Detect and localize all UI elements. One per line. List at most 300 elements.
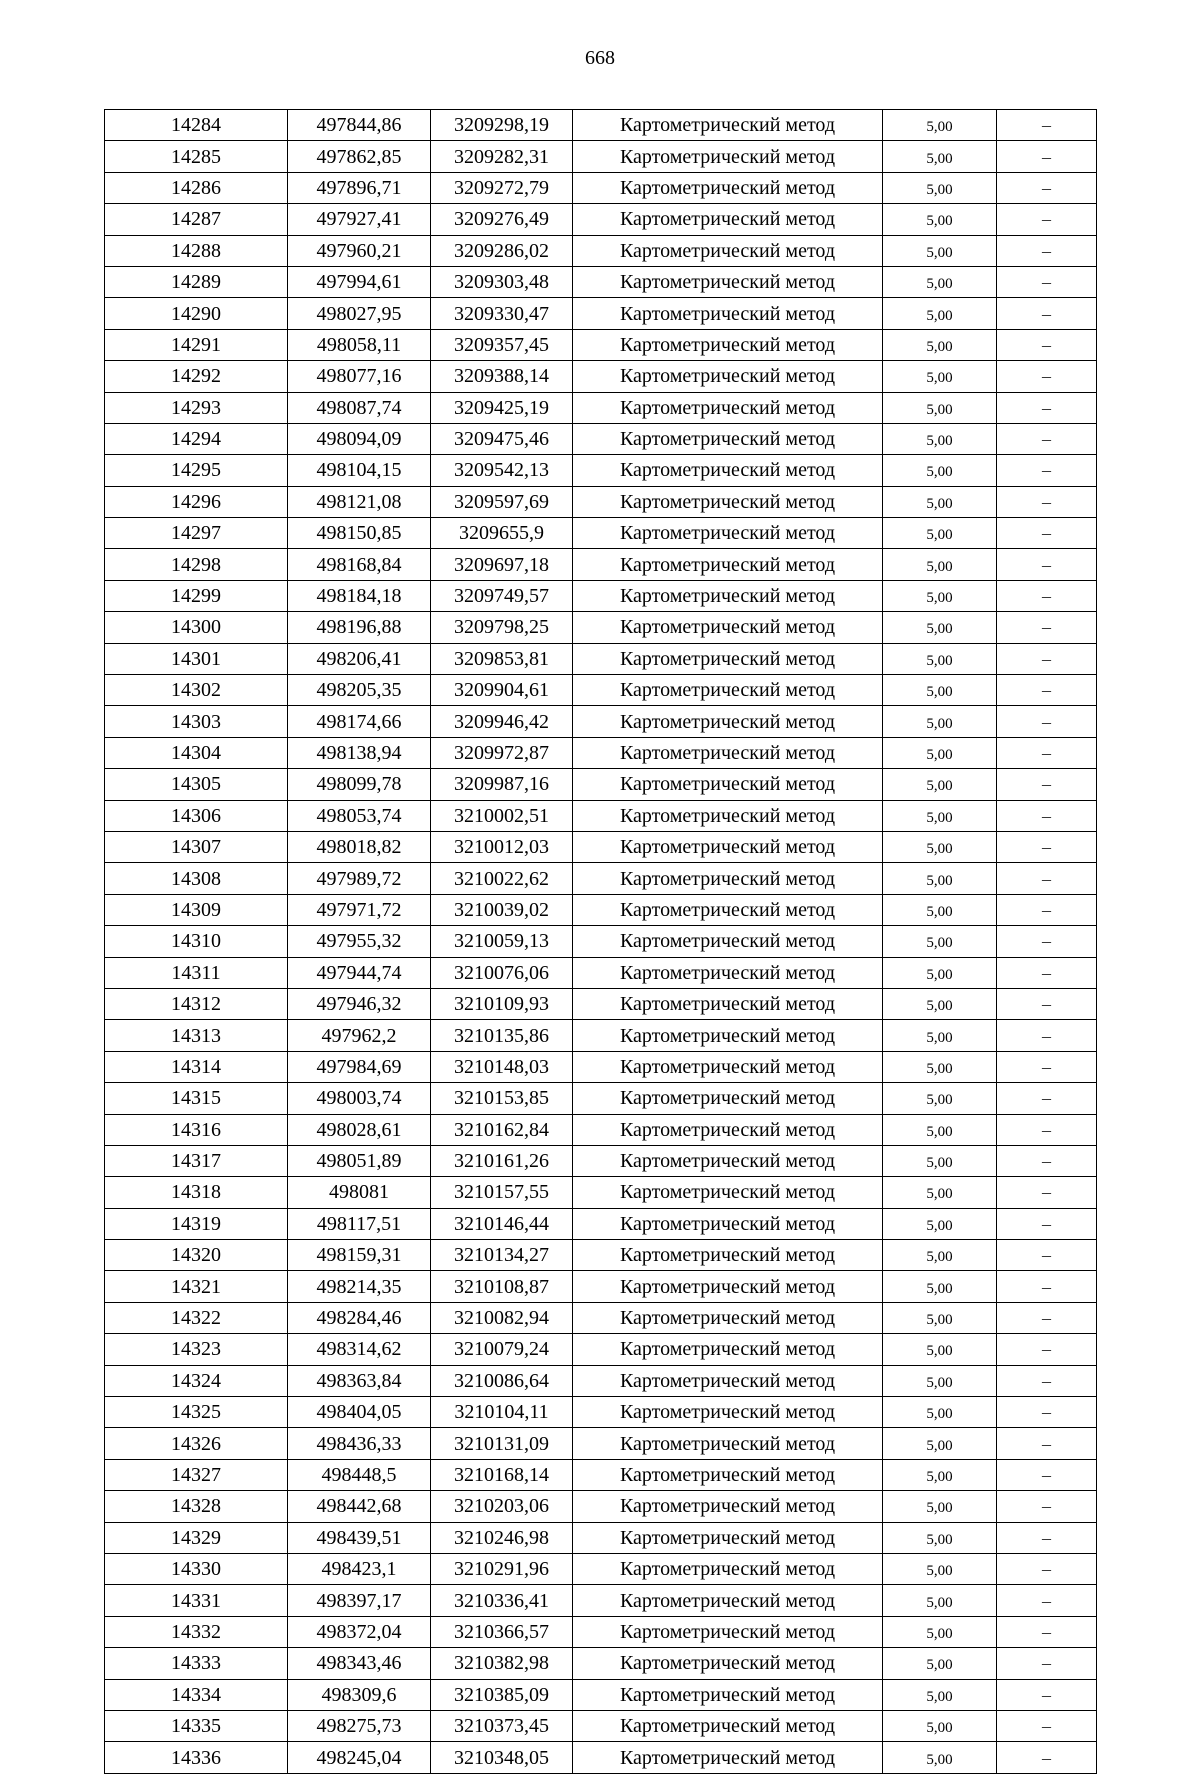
x-coordinate-cell: 498275,73 xyxy=(288,1710,431,1741)
y-coordinate-cell: 3209853,81 xyxy=(431,643,573,674)
y-coordinate-cell: 3210162,84 xyxy=(431,1114,573,1145)
point-id-cell: 14312 xyxy=(105,988,288,1019)
x-coordinate-cell: 498117,51 xyxy=(288,1208,431,1239)
x-coordinate-cell: 498051,89 xyxy=(288,1145,431,1176)
accuracy-cell: 5,00 xyxy=(883,1710,997,1741)
note-cell: – xyxy=(997,1334,1097,1365)
method-cell: Картометрический метод xyxy=(573,392,883,423)
point-id-cell: 14320 xyxy=(105,1240,288,1271)
point-id-cell: 14293 xyxy=(105,392,288,423)
y-coordinate-cell: 3209286,02 xyxy=(431,235,573,266)
note-cell: – xyxy=(997,1397,1097,1428)
y-coordinate-cell: 3210246,98 xyxy=(431,1522,573,1553)
point-id-cell: 14288 xyxy=(105,235,288,266)
x-coordinate-cell: 497896,71 xyxy=(288,172,431,203)
method-cell: Картометрический метод xyxy=(573,1083,883,1114)
point-id-cell: 14284 xyxy=(105,110,288,141)
y-coordinate-cell: 3210153,85 xyxy=(431,1083,573,1114)
table-row xyxy=(105,957,1097,988)
note-cell: – xyxy=(997,549,1097,580)
accuracy-cell: 5,00 xyxy=(883,141,997,172)
method-cell: Картометрический метод xyxy=(573,643,883,674)
table-row xyxy=(105,1114,1097,1145)
note-cell: – xyxy=(997,831,1097,862)
note-cell: – xyxy=(997,392,1097,423)
note-cell: – xyxy=(997,235,1097,266)
y-coordinate-cell: 3210108,87 xyxy=(431,1271,573,1302)
table-row xyxy=(105,1208,1097,1239)
y-coordinate-cell: 3210146,44 xyxy=(431,1208,573,1239)
accuracy-cell: 5,00 xyxy=(883,831,997,862)
point-id-cell: 14289 xyxy=(105,266,288,297)
table-row xyxy=(105,235,1097,266)
x-coordinate-cell: 498309,6 xyxy=(288,1679,431,1710)
x-coordinate-cell: 497984,69 xyxy=(288,1051,431,1082)
note-cell: – xyxy=(997,423,1097,454)
method-cell: Картометрический метод xyxy=(573,957,883,988)
method-cell: Картометрический метод xyxy=(573,172,883,203)
method-cell: Картометрический метод xyxy=(573,486,883,517)
method-cell: Картометрический метод xyxy=(573,1648,883,1679)
accuracy-cell: 5,00 xyxy=(883,1051,997,1082)
y-coordinate-cell: 3210373,45 xyxy=(431,1710,573,1741)
accuracy-cell: 5,00 xyxy=(883,1271,997,1302)
x-coordinate-cell: 498077,16 xyxy=(288,361,431,392)
x-coordinate-cell: 498436,33 xyxy=(288,1428,431,1459)
note-cell: – xyxy=(997,1679,1097,1710)
x-coordinate-cell: 498028,61 xyxy=(288,1114,431,1145)
accuracy-cell: 5,00 xyxy=(883,1302,997,1333)
table-row xyxy=(105,1553,1097,1584)
note-cell: – xyxy=(997,737,1097,768)
x-coordinate-cell: 498196,88 xyxy=(288,612,431,643)
note-cell: – xyxy=(997,1428,1097,1459)
method-cell: Картометрический метод xyxy=(573,894,883,925)
method-cell: Картометрический метод xyxy=(573,1177,883,1208)
accuracy-cell: 5,00 xyxy=(883,926,997,957)
table-row xyxy=(105,1365,1097,1396)
accuracy-cell: 5,00 xyxy=(883,1177,997,1208)
method-cell: Картометрический метод xyxy=(573,235,883,266)
table-row xyxy=(105,298,1097,329)
point-id-cell: 14319 xyxy=(105,1208,288,1239)
method-cell: Картометрический метод xyxy=(573,1522,883,1553)
accuracy-cell: 5,00 xyxy=(883,894,997,925)
table-row xyxy=(105,1397,1097,1428)
x-coordinate-cell: 497971,72 xyxy=(288,894,431,925)
accuracy-cell: 5,00 xyxy=(883,266,997,297)
method-cell: Картометрический метод xyxy=(573,1679,883,1710)
table-row xyxy=(105,1491,1097,1522)
y-coordinate-cell: 3210291,96 xyxy=(431,1553,573,1584)
accuracy-cell: 5,00 xyxy=(883,1553,997,1584)
table-row xyxy=(105,204,1097,235)
method-cell: Картометрический метод xyxy=(573,800,883,831)
x-coordinate-cell: 498442,68 xyxy=(288,1491,431,1522)
accuracy-cell: 5,00 xyxy=(883,1365,997,1396)
table-row xyxy=(105,580,1097,611)
y-coordinate-cell: 3210039,02 xyxy=(431,894,573,925)
x-coordinate-cell: 498184,18 xyxy=(288,580,431,611)
table-row xyxy=(105,392,1097,423)
point-id-cell: 14331 xyxy=(105,1585,288,1616)
point-id-cell: 14287 xyxy=(105,204,288,235)
note-cell: – xyxy=(997,110,1097,141)
point-id-cell: 14310 xyxy=(105,926,288,957)
point-id-cell: 14334 xyxy=(105,1679,288,1710)
method-cell: Картометрический метод xyxy=(573,1271,883,1302)
accuracy-cell: 5,00 xyxy=(883,1397,997,1428)
y-coordinate-cell: 3210203,06 xyxy=(431,1491,573,1522)
table-row xyxy=(105,926,1097,957)
accuracy-cell: 5,00 xyxy=(883,1083,997,1114)
y-coordinate-cell: 3210336,41 xyxy=(431,1585,573,1616)
point-id-cell: 14333 xyxy=(105,1648,288,1679)
x-coordinate-cell: 498150,85 xyxy=(288,518,431,549)
method-cell: Картометрический метод xyxy=(573,580,883,611)
x-coordinate-cell: 497946,32 xyxy=(288,988,431,1019)
method-cell: Картометрический метод xyxy=(573,204,883,235)
method-cell: Картометрический метод xyxy=(573,1553,883,1584)
point-id-cell: 14335 xyxy=(105,1710,288,1741)
x-coordinate-cell: 498314,62 xyxy=(288,1334,431,1365)
note-cell: – xyxy=(997,298,1097,329)
method-cell: Картометрический метод xyxy=(573,675,883,706)
method-cell: Картометрический метод xyxy=(573,455,883,486)
y-coordinate-cell: 3209655,9 xyxy=(431,518,573,549)
point-id-cell: 14328 xyxy=(105,1491,288,1522)
point-id-cell: 14316 xyxy=(105,1114,288,1145)
method-cell: Картометрический метод xyxy=(573,141,883,172)
note-cell: – xyxy=(997,1177,1097,1208)
note-cell: – xyxy=(997,204,1097,235)
accuracy-cell: 5,00 xyxy=(883,957,997,988)
method-cell: Картометрический метод xyxy=(573,298,883,329)
table-row xyxy=(105,1083,1097,1114)
y-coordinate-cell: 3209298,19 xyxy=(431,110,573,141)
point-id-cell: 14294 xyxy=(105,423,288,454)
y-coordinate-cell: 3210012,03 xyxy=(431,831,573,862)
note-cell: – xyxy=(997,172,1097,203)
note-cell: – xyxy=(997,1302,1097,1333)
accuracy-cell: 5,00 xyxy=(883,204,997,235)
method-cell: Картометрический метод xyxy=(573,329,883,360)
accuracy-cell: 5,00 xyxy=(883,1585,997,1616)
x-coordinate-cell: 498439,51 xyxy=(288,1522,431,1553)
note-cell: – xyxy=(997,675,1097,706)
method-cell: Картометрический метод xyxy=(573,1710,883,1741)
accuracy-cell: 5,00 xyxy=(883,361,997,392)
y-coordinate-cell: 3209425,19 xyxy=(431,392,573,423)
y-coordinate-cell: 3209282,31 xyxy=(431,141,573,172)
accuracy-cell: 5,00 xyxy=(883,612,997,643)
table-row xyxy=(105,988,1097,1019)
x-coordinate-cell: 497994,61 xyxy=(288,266,431,297)
x-coordinate-cell: 498372,04 xyxy=(288,1616,431,1647)
point-id-cell: 14327 xyxy=(105,1459,288,1490)
accuracy-cell: 5,00 xyxy=(883,172,997,203)
y-coordinate-cell: 3210002,51 xyxy=(431,800,573,831)
point-id-cell: 14311 xyxy=(105,957,288,988)
x-coordinate-cell: 497944,74 xyxy=(288,957,431,988)
note-cell: – xyxy=(997,643,1097,674)
note-cell: – xyxy=(997,1742,1097,1773)
y-coordinate-cell: 3210131,09 xyxy=(431,1428,573,1459)
point-id-cell: 14285 xyxy=(105,141,288,172)
point-id-cell: 14292 xyxy=(105,361,288,392)
note-cell: – xyxy=(997,1114,1097,1145)
point-id-cell: 14318 xyxy=(105,1177,288,1208)
note-cell: – xyxy=(997,1522,1097,1553)
table-row xyxy=(105,172,1097,203)
table-row xyxy=(105,518,1097,549)
table-row xyxy=(105,1522,1097,1553)
point-id-cell: 14330 xyxy=(105,1553,288,1584)
table-row xyxy=(105,1020,1097,1051)
table-row xyxy=(105,1459,1097,1490)
table-row xyxy=(105,1710,1097,1741)
point-id-cell: 14305 xyxy=(105,769,288,800)
y-coordinate-cell: 3210382,98 xyxy=(431,1648,573,1679)
point-id-cell: 14295 xyxy=(105,455,288,486)
y-coordinate-cell: 3210109,93 xyxy=(431,988,573,1019)
y-coordinate-cell: 3209972,87 xyxy=(431,737,573,768)
note-cell: – xyxy=(997,1083,1097,1114)
note-cell: – xyxy=(997,800,1097,831)
x-coordinate-cell: 498053,74 xyxy=(288,800,431,831)
accuracy-cell: 5,00 xyxy=(883,675,997,706)
note-cell: – xyxy=(997,1459,1097,1490)
method-cell: Картометрический метод xyxy=(573,1334,883,1365)
accuracy-cell: 5,00 xyxy=(883,455,997,486)
point-id-cell: 14332 xyxy=(105,1616,288,1647)
table-row xyxy=(105,361,1097,392)
method-cell: Картометрический метод xyxy=(573,1491,883,1522)
note-cell: – xyxy=(997,1585,1097,1616)
note-cell: – xyxy=(997,1051,1097,1082)
method-cell: Картометрический метод xyxy=(573,988,883,1019)
note-cell: – xyxy=(997,518,1097,549)
note-cell: – xyxy=(997,580,1097,611)
method-cell: Картометрический метод xyxy=(573,1051,883,1082)
table-row xyxy=(105,800,1097,831)
table-row xyxy=(105,486,1097,517)
x-coordinate-cell: 498003,74 xyxy=(288,1083,431,1114)
point-id-cell: 14321 xyxy=(105,1271,288,1302)
accuracy-cell: 5,00 xyxy=(883,329,997,360)
method-cell: Картометрический метод xyxy=(573,1742,883,1773)
accuracy-cell: 5,00 xyxy=(883,235,997,266)
point-id-cell: 14304 xyxy=(105,737,288,768)
accuracy-cell: 5,00 xyxy=(883,1020,997,1051)
note-cell: – xyxy=(997,612,1097,643)
point-id-cell: 14323 xyxy=(105,1334,288,1365)
x-coordinate-cell: 498284,46 xyxy=(288,1302,431,1333)
table-row xyxy=(105,423,1097,454)
accuracy-cell: 5,00 xyxy=(883,863,997,894)
point-id-cell: 14324 xyxy=(105,1365,288,1396)
y-coordinate-cell: 3210135,86 xyxy=(431,1020,573,1051)
method-cell: Картометрический метод xyxy=(573,863,883,894)
y-coordinate-cell: 3209542,13 xyxy=(431,455,573,486)
table-row xyxy=(105,141,1097,172)
method-cell: Картометрический метод xyxy=(573,1365,883,1396)
y-coordinate-cell: 3210086,64 xyxy=(431,1365,573,1396)
x-coordinate-cell: 498018,82 xyxy=(288,831,431,862)
x-coordinate-cell: 498245,04 xyxy=(288,1742,431,1773)
x-coordinate-cell: 498404,05 xyxy=(288,1397,431,1428)
x-coordinate-cell: 498168,84 xyxy=(288,549,431,580)
accuracy-cell: 5,00 xyxy=(883,1679,997,1710)
accuracy-cell: 5,00 xyxy=(883,1648,997,1679)
y-coordinate-cell: 3209357,45 xyxy=(431,329,573,360)
point-id-cell: 14297 xyxy=(105,518,288,549)
coordinates-table-body xyxy=(105,110,1097,1774)
accuracy-cell: 5,00 xyxy=(883,706,997,737)
table-row xyxy=(105,1177,1097,1208)
point-id-cell: 14306 xyxy=(105,800,288,831)
table-row xyxy=(105,1145,1097,1176)
accuracy-cell: 5,00 xyxy=(883,769,997,800)
point-id-cell: 14286 xyxy=(105,172,288,203)
note-cell: – xyxy=(997,1616,1097,1647)
note-cell: – xyxy=(997,926,1097,957)
note-cell: – xyxy=(997,863,1097,894)
x-coordinate-cell: 497862,85 xyxy=(288,141,431,172)
point-id-cell: 14303 xyxy=(105,706,288,737)
method-cell: Картометрический метод xyxy=(573,831,883,862)
method-cell: Картометрический метод xyxy=(573,1616,883,1647)
y-coordinate-cell: 3209597,69 xyxy=(431,486,573,517)
method-cell: Картометрический метод xyxy=(573,1302,883,1333)
accuracy-cell: 5,00 xyxy=(883,392,997,423)
method-cell: Картометрический метод xyxy=(573,266,883,297)
method-cell: Картометрический метод xyxy=(573,1020,883,1051)
x-coordinate-cell: 498214,35 xyxy=(288,1271,431,1302)
x-coordinate-cell: 498094,09 xyxy=(288,423,431,454)
point-id-cell: 14313 xyxy=(105,1020,288,1051)
point-id-cell: 14302 xyxy=(105,675,288,706)
table-row xyxy=(105,110,1097,141)
point-id-cell: 14301 xyxy=(105,643,288,674)
y-coordinate-cell: 3209388,14 xyxy=(431,361,573,392)
note-cell: – xyxy=(997,455,1097,486)
point-id-cell: 14315 xyxy=(105,1083,288,1114)
method-cell: Картометрический метод xyxy=(573,769,883,800)
accuracy-cell: 5,00 xyxy=(883,1522,997,1553)
note-cell: – xyxy=(997,1208,1097,1239)
accuracy-cell: 5,00 xyxy=(883,1208,997,1239)
note-cell: – xyxy=(997,1271,1097,1302)
table-row xyxy=(105,1585,1097,1616)
point-id-cell: 14314 xyxy=(105,1051,288,1082)
coordinates-table xyxy=(104,109,1097,1774)
table-row xyxy=(105,1616,1097,1647)
accuracy-cell: 5,00 xyxy=(883,518,997,549)
table-row xyxy=(105,831,1097,862)
y-coordinate-cell: 3209987,16 xyxy=(431,769,573,800)
y-coordinate-cell: 3209697,18 xyxy=(431,549,573,580)
point-id-cell: 14290 xyxy=(105,298,288,329)
y-coordinate-cell: 3210104,11 xyxy=(431,1397,573,1428)
y-coordinate-cell: 3209749,57 xyxy=(431,580,573,611)
accuracy-cell: 5,00 xyxy=(883,800,997,831)
method-cell: Картометрический метод xyxy=(573,423,883,454)
note-cell: – xyxy=(997,1553,1097,1584)
y-coordinate-cell: 3210134,27 xyxy=(431,1240,573,1271)
y-coordinate-cell: 3210059,13 xyxy=(431,926,573,957)
x-coordinate-cell: 497955,32 xyxy=(288,926,431,957)
note-cell: – xyxy=(997,1648,1097,1679)
x-coordinate-cell: 497960,21 xyxy=(288,235,431,266)
x-coordinate-cell: 498159,31 xyxy=(288,1240,431,1271)
method-cell: Картометрический метод xyxy=(573,110,883,141)
method-cell: Картометрический метод xyxy=(573,1585,883,1616)
y-coordinate-cell: 3210168,14 xyxy=(431,1459,573,1490)
method-cell: Картометрический метод xyxy=(573,1114,883,1145)
table-row xyxy=(105,612,1097,643)
x-coordinate-cell: 498174,66 xyxy=(288,706,431,737)
note-cell: – xyxy=(997,706,1097,737)
point-id-cell: 14322 xyxy=(105,1302,288,1333)
accuracy-cell: 5,00 xyxy=(883,1616,997,1647)
x-coordinate-cell: 498121,08 xyxy=(288,486,431,517)
table-row xyxy=(105,549,1097,580)
note-cell: – xyxy=(997,988,1097,1019)
method-cell: Картометрический метод xyxy=(573,518,883,549)
method-cell: Картометрический метод xyxy=(573,1428,883,1459)
method-cell: Картометрический метод xyxy=(573,1459,883,1490)
x-coordinate-cell: 498205,35 xyxy=(288,675,431,706)
note-cell: – xyxy=(997,1491,1097,1522)
table-row xyxy=(105,1648,1097,1679)
y-coordinate-cell: 3209272,79 xyxy=(431,172,573,203)
table-row xyxy=(105,1428,1097,1459)
y-coordinate-cell: 3209904,61 xyxy=(431,675,573,706)
x-coordinate-cell: 498343,46 xyxy=(288,1648,431,1679)
point-id-cell: 14308 xyxy=(105,863,288,894)
accuracy-cell: 5,00 xyxy=(883,737,997,768)
y-coordinate-cell: 3209330,47 xyxy=(431,298,573,329)
x-coordinate-cell: 498363,84 xyxy=(288,1365,431,1396)
accuracy-cell: 5,00 xyxy=(883,1114,997,1145)
x-coordinate-cell: 497962,2 xyxy=(288,1020,431,1051)
note-cell: – xyxy=(997,957,1097,988)
point-id-cell: 14299 xyxy=(105,580,288,611)
x-coordinate-cell: 498058,11 xyxy=(288,329,431,360)
note-cell: – xyxy=(997,1365,1097,1396)
y-coordinate-cell: 3210022,62 xyxy=(431,863,573,894)
accuracy-cell: 5,00 xyxy=(883,423,997,454)
table-row xyxy=(105,1051,1097,1082)
table-row xyxy=(105,675,1097,706)
method-cell: Картометрический метод xyxy=(573,612,883,643)
note-cell: – xyxy=(997,361,1097,392)
accuracy-cell: 5,00 xyxy=(883,988,997,1019)
method-cell: Картометрический метод xyxy=(573,1208,883,1239)
method-cell: Картометрический метод xyxy=(573,737,883,768)
table-row xyxy=(105,1679,1097,1710)
note-cell: – xyxy=(997,1710,1097,1741)
note-cell: – xyxy=(997,266,1097,297)
point-id-cell: 14309 xyxy=(105,894,288,925)
point-id-cell: 14291 xyxy=(105,329,288,360)
point-id-cell: 14298 xyxy=(105,549,288,580)
x-coordinate-cell: 497844,86 xyxy=(288,110,431,141)
y-coordinate-cell: 3210366,57 xyxy=(431,1616,573,1647)
y-coordinate-cell: 3209798,25 xyxy=(431,612,573,643)
y-coordinate-cell: 3210082,94 xyxy=(431,1302,573,1333)
